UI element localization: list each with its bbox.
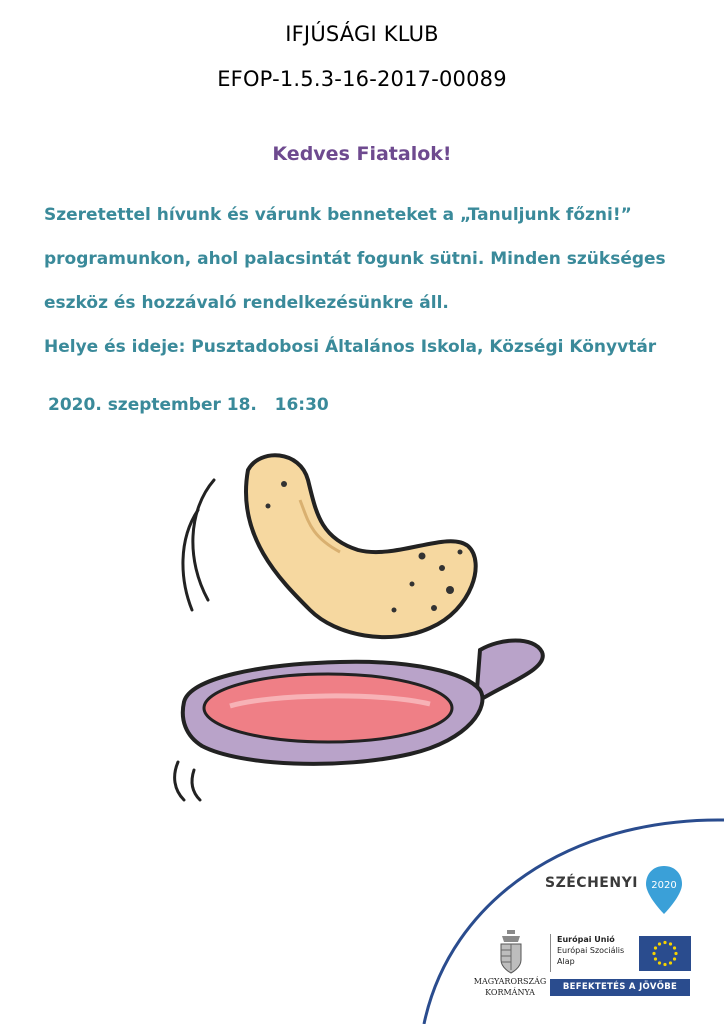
eu-star-icon	[673, 946, 676, 949]
pancake-illustration	[246, 455, 476, 637]
eu-fund-text	[557, 934, 624, 967]
eu-fund-line: Európai Szociális	[557, 946, 625, 955]
greeting-heading: Kedves Fiatalok!	[272, 143, 452, 165]
venue-text: Helye és ideje: Pusztadobosi Általános Iskola, Községi Könyvtár	[44, 337, 657, 357]
location-pin-icon	[644, 864, 684, 916]
szechenyi-logo-text: SZÉCHENYI	[545, 875, 638, 891]
eu-star-icon	[663, 963, 666, 966]
slogan-banner: BEFEKTETÉS A JÖVŐBE	[550, 979, 690, 996]
government-name-line: MAGYARORSZÁG	[473, 977, 547, 986]
eu-star-icon	[652, 952, 655, 955]
eu-star-icon	[669, 961, 672, 964]
project-code: EFOP-1.5.3-16-2017-00089	[217, 67, 507, 91]
pancake-flip-illustration	[150, 440, 570, 820]
invitation-text: Szeretettel hívunk és várunk benneteket a „Tanuljunk főzni!” programunkon, ahol palacsintát fogunk sütni. Minden szükséges eszköz és hozzávaló rendelkezésünkre áll.	[44, 205, 666, 313]
eu-star-icon	[658, 942, 661, 945]
eu-star-icon	[674, 952, 677, 955]
szechenyi-year: 2020	[651, 880, 677, 891]
eu-flag-icon	[639, 936, 691, 971]
motion-line-icon	[192, 770, 200, 800]
eu-star-icon	[673, 957, 676, 960]
eu-star-icon	[654, 946, 657, 949]
eu-name: Európai Unió	[557, 935, 615, 944]
club-title: IFJÚSÁGI KLUB	[285, 22, 439, 46]
government-name-line: KORMÁNYA	[485, 988, 535, 997]
eu-star-icon	[658, 961, 661, 964]
hungarian-coat-of-arms-icon	[498, 930, 524, 974]
motion-line-icon	[175, 762, 184, 800]
motion-line-icon	[193, 480, 214, 600]
date-time-text: 2020. szeptember 18. 16:30	[48, 395, 329, 415]
eu-fund-line: Alap	[557, 957, 575, 966]
motion-line-icon	[183, 510, 198, 610]
frying-pan-illustration	[183, 641, 543, 764]
eu-fund-block	[550, 934, 691, 972]
eu-star-icon	[663, 941, 666, 944]
eu-star-icon	[669, 942, 672, 945]
government-name	[470, 976, 550, 998]
eu-star-icon	[654, 957, 657, 960]
